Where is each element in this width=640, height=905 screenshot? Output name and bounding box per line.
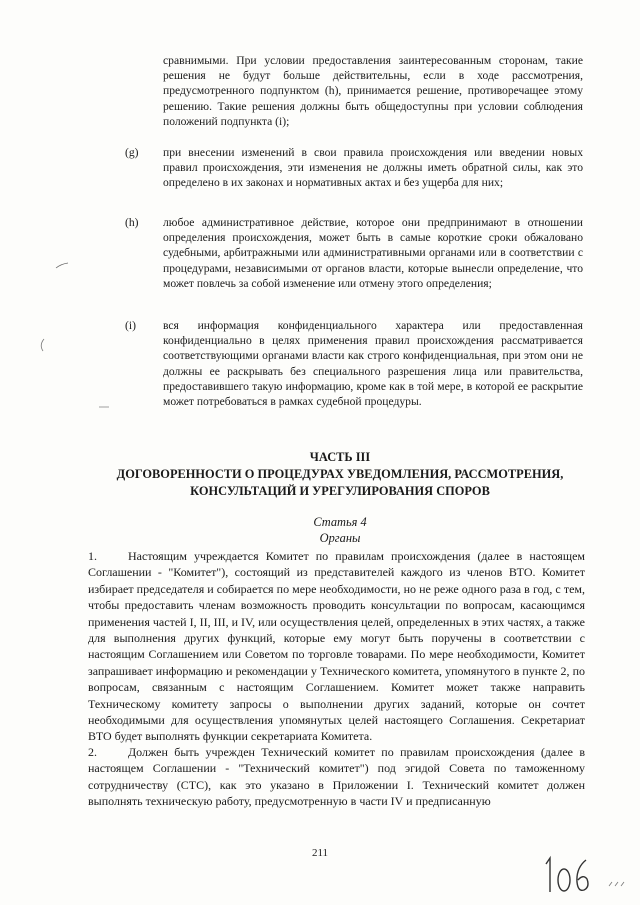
part-title-line1: ДОГОВОРЕННОСТИ О ПРОЦЕДУРАХ УВЕДОМЛЕНИЯ, РАССМОТРЕНИЯ, [116,467,564,481]
article-title: Органы [319,531,361,545]
item-text-h: любое административное действие, которое они предпринимают в отношении определения происхождения, может быть в самые короткие сроки обжаловано судебными, арбитражными или административными органами или в соответствии с процедурами, независимыми от органов власти, которые вынесли определение, что может повлечь за собой изменение или отмену этого определения; [163,216,583,290]
handwritten-folio-number [540,850,600,905]
item-label-g: (g) [125,146,139,159]
item-text-g: при внесении изменений в свои правила происхождения или введении новых правил происхождения, эти изменения не должны иметь обратной силы, как это определено в их законах и нормативных актах и без ущерба для них; [163,146,583,190]
article-number: Статья 4 [313,515,367,529]
scan-mark [38,338,46,355]
part-title-line2: КОНСУЛЬТАЦИЙ И УРЕГУЛИРОВАНИЯ СПОРОВ [190,484,490,498]
item-label-h: (h) [125,216,139,229]
paragraph-number: 2. [88,745,97,759]
paragraph-text: Должен быть учрежден Технический комитет по правилам происхождения (далее в настоящем Соглашении - "Технический комитет") под эгидой Совета по таможенному сотрудничеству (СТС), как это указано в Приложении I. Технический комитет должен выполнять техническую работу, предусмотренную в части IV и предписанную [88,745,585,809]
scan-mark [55,262,69,273]
paragraph-text: Настоящим учреждается Комитет по правилам происхождения (далее в настоящем Соглашении - "Комитет"), состоящий из представителей каждого из членов ВТО. Комитет избирает председателя и собирается по мере необходимости, но не реже одного раза в год, с тем, чтобы предоставить членам возможность проводить консультации по вопросам, касающимся применения частей I, II, III, и IV, или осуществления целей, определенных в этих частях, а также для выполнения других функций, которые ему могут быть поручены в соответствии с настоящим Соглашением или Советом по торговле товарами. По мере необходимости, Комитет запрашивает информацию и рекомендации у Технического комитета, упомянутого в пункте 2, по вопросам, связанным с настоящим Соглашением. Комитет может также направить Техническому комитету запросы о выполнении других заданий, которые он сочтет необходимыми для осуществления упомянутых целей настоящего Соглашения. Секретариат ВТО будет выполнять функции секретариата Комитета. [88,549,585,744]
scan-mark [98,402,110,413]
scan-mark [608,880,626,891]
item-text-i: вся информация конфиденциального характера или предоставленная конфиденциально в целях применения правил происхождения рассматривается соответствующими органами власти как строго конфиденциальная, при этом они не должны ее раскрывать без специального разрешения лица или правительства, предоставившего такую информацию, кроме как в той мере, в которой ее раскрытие может потребоваться в рамках судебной процедуры. [163,319,583,409]
paragraph-number: 1. [88,549,97,563]
part-number: ЧАСТЬ III [309,450,371,464]
continuation-paragraph: сравнимыми. При условии предоставления заинтересованным сторонам, такие решения не будут больше действительны, если в ходе рассмотрения, предусмотренного подпунктом (h), принимается решение, противоречащее этому решению. Такие решения должны быть общедоступны при условии соблюдения положений подпункта (i); [163,54,583,128]
item-label-i: (i) [125,319,136,332]
paragraph-1 [88,548,585,745]
paragraph-2 [88,744,585,810]
page-number: 211 [311,847,329,859]
